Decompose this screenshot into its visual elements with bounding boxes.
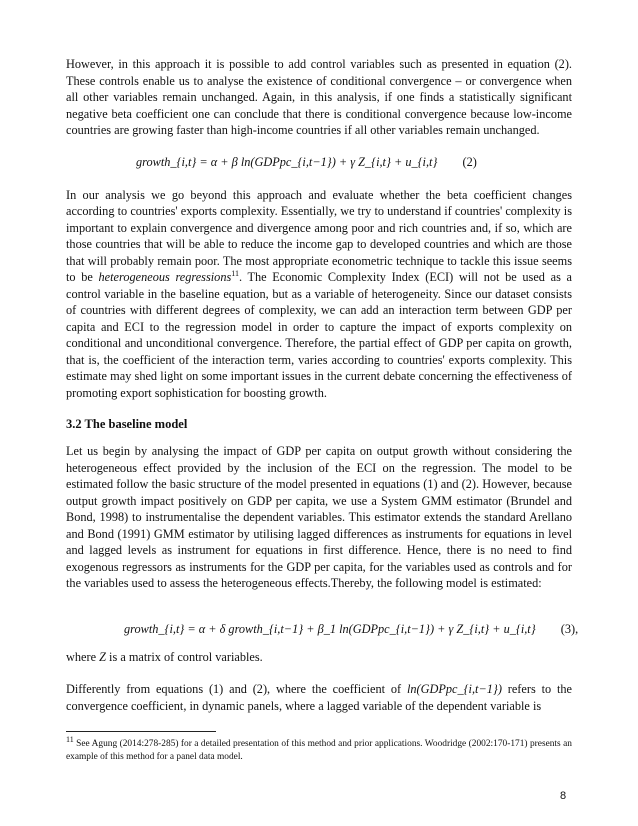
page-number: 8 [560,790,567,802]
footnote-11 [66,734,572,764]
paragraph-4-text-a: where [66,649,100,664]
equation-2-body: growth_{i,t} = α + β ln(GDPpc_{i,t−1}) + γ Z_{i,t} + u_{i,t} [136,154,438,169]
page-body [66,56,579,730]
paragraph-5 [66,681,572,714]
equation-3 [66,621,579,637]
variable-z: Z [99,649,106,664]
equation-3-number: (3), [560,621,579,636]
equation-2-number: (2) [462,154,477,169]
footnote-mark: 11 [66,734,74,744]
paragraph-5-text-a: Differently from equations (1) and (2), where the coefficient of [66,682,407,696]
paragraph-1: However, in this approach it is possible to add control variables such as presented in equation (2). These controls enable us to analyse the existence of conditional convergence – or convergence when all other variables remain unchanged. Again, in this analysis, if one finds a statistically significant negative beta coefficient one can conclude that there is conditional convergence because low-income countries are growing faster than high-income countries if all other variables remain unchanged. [66,57,572,137]
footnote-ref-11[interactable]: 11 [231,268,239,278]
paragraph-4 [66,649,572,666]
paragraph-2 [66,187,572,402]
equation-2 [66,155,572,170]
paragraph-2-text-b: . The Economic Complexity Index (ECI) will not be used as a control variable in the baseline equation, but as a variable of heterogeneity. Since our dataset consists of countries with different degrees of complexity, we can add an interaction term between GDP per capita and ECI to the regression model in order to capture the impact of exports complexity on conditional and unconditional convergence. Therefore, the partial effect of GDP per capita on growth, that is, the coefficient of the interaction term, varies according to countries' exports complexity. This estimate may shed light on some important issues in the current debate concerning the effectiveness of promoting export sophistication for boosting growth. [66,270,572,400]
paragraph-3: Let us begin by analysing the impact of GDP per capita on output growth without considering the heterogeneous effect provided by the inclusion of the ECI on the regression. The model to be estimated follow the basic structure of the model presented in equations (1) and (2). However, because output growth impact positively on GDP per capita, we use a System GMM estimator (Brundel and Bond, 1998) to instrumentalise the dependent variables. This estimator extends the standard Arellano and Bond (1991) GMM estimator by utilising lagged differences as instruments for equations in level and lagged levels as instrument for equations in first difference. Hence, there is no need to find exogenous regressors as instruments for the GDP per capita, for the variables used as controls and for the variables used to assess the heterogeneous effects.Thereby, the following model is estimated: [66,444,572,590]
paragraph-4-text-b: is a matrix of control variables. [105,649,263,664]
inline-math-ln-gdppc: ln(GDPpc_{i,t−1}) [406,682,502,696]
footnote-text: See Agung (2014:278-285) for a detailed presentation of this method and prior applications. Woodridge (2002:170-171) presents an example of this method for a panel data model. [66,739,572,762]
equation-3-body: growth_{i,t} = α + δ growth_{i,t−1} + β_1 ln(GDPpc_{i,t−1}) + γ Z_{i,t} + u_{i,t} [124,621,536,636]
footnote-rule [66,731,216,732]
paragraph-2-text-a: In our analysis we go beyond this approach and evaluate whether the beta coefficient changes according to countries' exports complexity. Essentially, we try to understand if countries' complexity is important to explain convergence and divergence among poor and rich countries and, if so, which are those countries that will be able to reduce the income gap to developed countries and which are those that will probably remain poor. The most appropriate econometric technique to tackle this issue seems to be [66,187,572,284]
section-heading: 3.2 The baseline model [66,417,188,431]
heterogeneous-regressions-term: heterogeneous regressions [98,270,232,284]
paragraph-5-text-b: refers to the convergence coefficient, in dynamic panels, where a lagged variable of the dependent variable is [66,682,572,713]
